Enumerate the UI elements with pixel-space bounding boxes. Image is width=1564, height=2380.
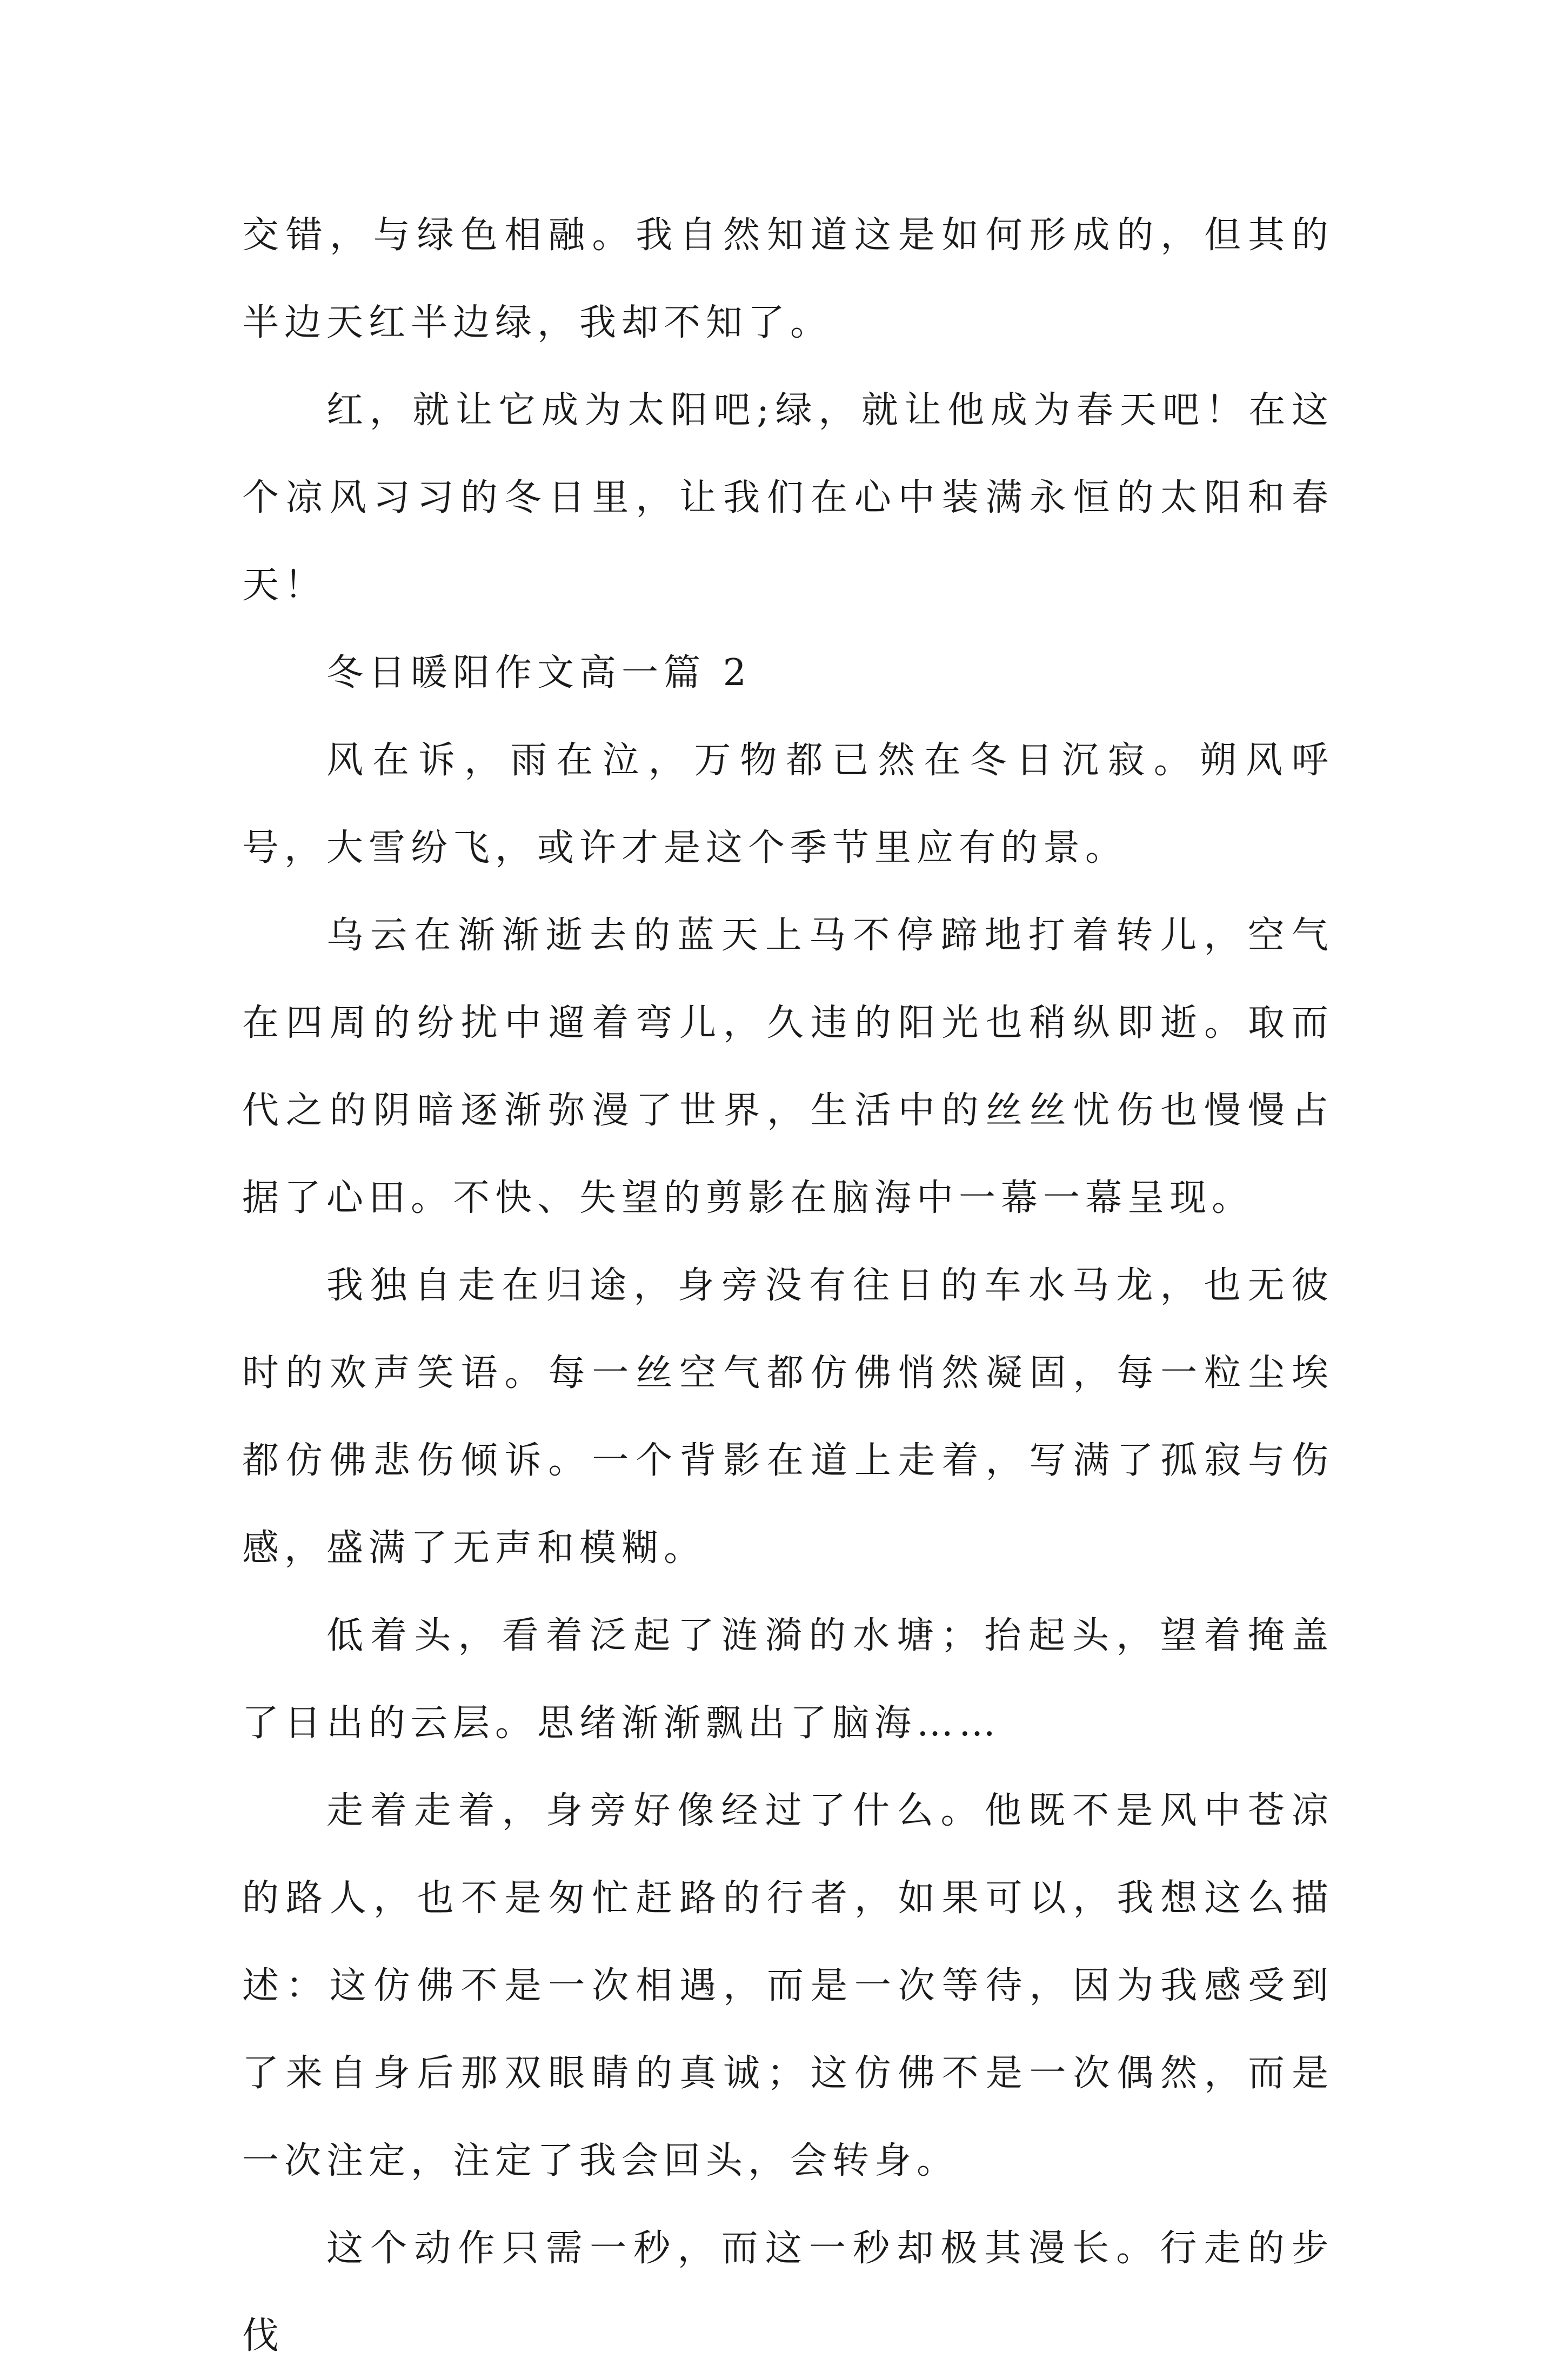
paragraph-4: 乌云在渐渐逝去的蓝天上马不停蹄地打着转儿，空气在四周的纷扰中遛着弯儿，久违的阳光也稍纵即逝。取而代之的阴暗逐渐弥漫了世界，生活中的丝丝忧伤也慢慢占据了心田。不快、失望的剪影在脑海中一幕一幕呈现。 — [242, 914, 1334, 1219]
paragraph-5: 我独自走在归途，身旁没有往日的车水马龙，也无彼时的欢声笑语。每一丝空气都仿佛悄然凝固，每一粒尘埃都仿佛悲伤倾诉。一个背影在道上走着，写满了孤寂与伤感，盛满了无声和模糊。 — [242, 1264, 1334, 1570]
section-heading: 冬日暖阳作文高一篇 2 — [326, 652, 752, 694]
paragraph-3: 风在诉，雨在泣，万物都已然在冬日沉寂。朔风呼号，大雪纷飞，或许才是这个季节里应有的景。 — [242, 739, 1334, 869]
paragraph-6: 低着头，看着泛起了涟漪的水塘；抬起头，望着掩盖了日出的云层。思绪渐渐飘出了脑海…… — [242, 1614, 1334, 1745]
body-text — [242, 192, 1334, 2380]
paragraph-7: 走着走着，身旁好像经过了什么。他既不是风中苍凉的路人，也不是匆忙赶路的行者，如果可以，我想这么描述：这仿佛不是一次相遇，而是一次等待，因为我感受到了来自身后那双眼睛的真诚；这仿佛不是一次偶然，而是一次注定，注定了我会回头，会转身。 — [242, 1789, 1334, 2182]
paragraph-2: 红，就让它成为太阳吧;绿，就让他成为春天吧！在这个凉风习习的冬日里，让我们在心中装满永恒的太阳和春天！ — [242, 389, 1334, 607]
paragraph-8: 这个动作只需一秒，而这一秒却极其漫长。行走的步伐 — [242, 2227, 1334, 2357]
paragraph-1: 交错，与绿色相融。我自然知道这是如何形成的，但其的半边天红半边绿，我却不知了。 — [242, 214, 1334, 344]
